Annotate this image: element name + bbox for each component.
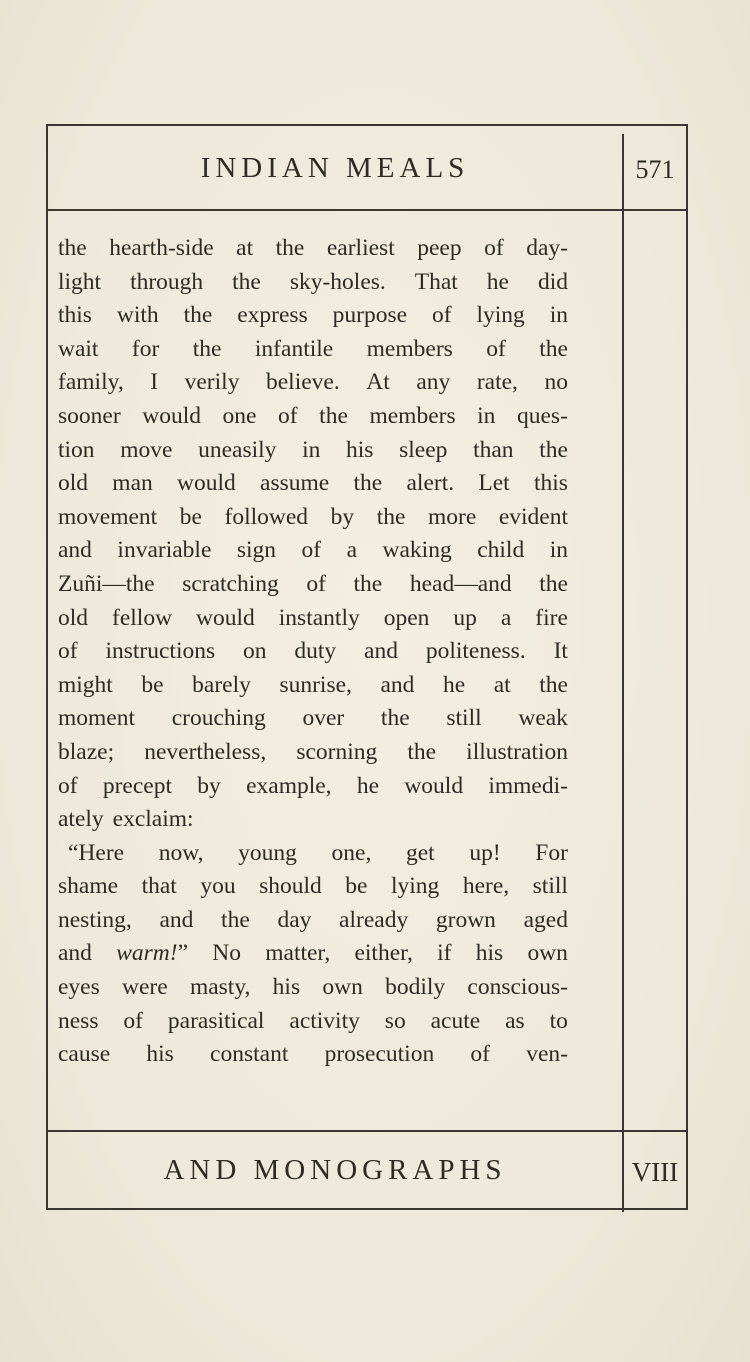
word: evident [498, 503, 568, 530]
word: own [527, 940, 568, 967]
page-frame [46, 124, 688, 1210]
word: head—and [409, 570, 512, 597]
word: of [278, 402, 298, 429]
text-line [58, 434, 568, 468]
page-number: 571 [635, 155, 675, 184]
word: for [131, 335, 160, 362]
word: on [243, 638, 267, 665]
word: he [442, 671, 466, 698]
word: the [380, 705, 410, 732]
word: light [58, 268, 102, 295]
word: his [272, 974, 301, 1001]
word: own [322, 974, 363, 1001]
word: the [192, 335, 222, 362]
word: alert. [406, 470, 455, 497]
word: and [159, 906, 194, 933]
word: and [58, 940, 92, 967]
word: would [177, 470, 236, 497]
word: either, [354, 940, 413, 967]
word: moment [58, 705, 136, 732]
word: sunrise, [279, 671, 352, 698]
word: conscious- [467, 974, 568, 1001]
word: in [549, 302, 568, 329]
word: members [369, 402, 456, 429]
word: a [500, 604, 512, 631]
word: assume [260, 470, 330, 497]
word: uneasily [198, 436, 277, 463]
word: invariable [117, 537, 212, 564]
word: of [484, 235, 504, 261]
word: be [141, 671, 164, 698]
word: the [407, 738, 437, 765]
text-line [58, 870, 568, 904]
word: hearth-side [109, 235, 214, 261]
word: a [346, 537, 358, 564]
text-line [58, 669, 568, 703]
word: acute [430, 1007, 481, 1034]
word: through [130, 268, 204, 295]
word: wait [58, 335, 99, 362]
word: movement [58, 503, 158, 530]
word: weak [518, 705, 568, 732]
word: than [473, 436, 514, 463]
word: in [302, 436, 321, 463]
text-line [58, 904, 568, 938]
word: believe. [266, 369, 340, 396]
text-line [58, 400, 568, 434]
word: politeness. [425, 638, 526, 665]
word: peep [417, 235, 462, 261]
footer-rule [48, 1130, 686, 1132]
word: lying [391, 873, 440, 900]
word: man [112, 470, 153, 497]
word: purpose [332, 302, 408, 329]
word: up [453, 604, 477, 631]
word: of [301, 537, 322, 564]
word: be [345, 873, 368, 900]
word: of [486, 335, 506, 362]
word: the [232, 268, 261, 295]
word: more [427, 503, 477, 530]
word: masty, [189, 974, 251, 1001]
word: did [537, 268, 568, 295]
word: rate, [476, 369, 518, 396]
word: the [539, 671, 568, 698]
word: matter, [265, 940, 331, 967]
word: day [277, 906, 312, 933]
text-line [58, 568, 568, 602]
text-line [58, 736, 568, 770]
word: move [120, 436, 173, 463]
running-head-title: INDIAN MEALS [200, 152, 470, 184]
word: were [122, 974, 168, 1001]
word: that [141, 873, 177, 900]
word: constant [210, 1041, 289, 1068]
word: the [539, 335, 568, 362]
word: barely [192, 671, 251, 698]
word: aged [523, 906, 568, 933]
word: duty [294, 638, 337, 665]
word: the [275, 235, 305, 261]
word: of [306, 570, 326, 597]
text-line [58, 266, 568, 300]
word: if [437, 940, 452, 967]
word: should [259, 873, 322, 900]
word: you [200, 873, 236, 900]
text-line [58, 971, 568, 1005]
body-text [58, 232, 568, 1072]
word: scorning [296, 738, 378, 765]
word: at [236, 235, 254, 261]
word: earliest [326, 235, 395, 261]
word: followed [224, 503, 309, 530]
word: parasitical [167, 1007, 265, 1034]
word: old [58, 604, 89, 631]
word: any [416, 369, 451, 396]
word: sign [236, 537, 277, 564]
word: family, [58, 369, 124, 396]
header-rule [48, 209, 686, 211]
word: here, [462, 873, 510, 900]
word: the [183, 302, 213, 329]
word: young [238, 839, 297, 866]
word: express [237, 302, 308, 329]
volume-number: VIII [631, 1157, 679, 1187]
word: crouching [171, 705, 266, 732]
word: of [58, 638, 78, 665]
word: still [532, 873, 568, 900]
word: of [123, 1007, 143, 1034]
column-divider [622, 134, 624, 1212]
word: still [446, 705, 482, 732]
word: immedi- [488, 772, 568, 799]
word: tion [58, 436, 95, 463]
word: the [353, 570, 383, 597]
text-line [58, 803, 568, 837]
word: by [330, 503, 355, 530]
word: be [179, 503, 202, 530]
word: Let [478, 470, 510, 497]
word: by [197, 772, 221, 799]
word: get [405, 839, 435, 866]
word: up! [469, 839, 501, 866]
word: and [364, 638, 398, 665]
word: would [142, 402, 201, 429]
word: scratching [182, 570, 279, 597]
text-line [58, 635, 568, 669]
word: waking [382, 537, 452, 564]
word: sky-holes. [289, 268, 386, 295]
word: so [384, 1007, 406, 1034]
word: this [533, 470, 568, 497]
word: of [431, 302, 452, 329]
text-line [58, 299, 568, 333]
word: with [116, 302, 159, 329]
running-foot-title: AND MONOGRAPHS [163, 1154, 507, 1186]
word: members [366, 335, 453, 362]
word: in [477, 402, 496, 429]
word: activity [289, 1007, 360, 1034]
word: no [544, 369, 568, 396]
word: would [404, 772, 464, 799]
word: nevertheless, [144, 738, 267, 765]
text-line [58, 467, 568, 501]
word: illustration [466, 738, 568, 765]
text-line [58, 366, 568, 400]
word: bodily [385, 974, 446, 1001]
word: No [212, 940, 241, 967]
word: “Here [68, 839, 125, 866]
word: child [477, 537, 525, 564]
word: and [58, 537, 92, 564]
word: ately [58, 806, 104, 833]
text-line [58, 1005, 568, 1039]
text-line [58, 702, 568, 736]
word: fellow [112, 604, 173, 631]
text-line [58, 770, 568, 804]
text-line [58, 534, 568, 568]
word: the [58, 235, 87, 261]
word: the [319, 402, 348, 429]
word: to [549, 1007, 568, 1034]
word: his [346, 436, 374, 463]
word: already [339, 906, 409, 933]
word: of [470, 1041, 490, 1068]
word: sleep [399, 436, 448, 463]
word: infantile [254, 335, 334, 362]
word: prosecution [324, 1041, 435, 1068]
word: his [146, 1041, 174, 1068]
word: this [58, 302, 92, 329]
word: That [414, 268, 458, 295]
word: would [196, 604, 255, 631]
word: Zuñi—the [58, 570, 155, 597]
word: one [222, 402, 257, 429]
text-line [58, 1038, 568, 1072]
word: the [221, 906, 250, 933]
word: the [539, 570, 568, 597]
word: At [366, 369, 390, 396]
word: instructions [105, 638, 216, 665]
word: fire [535, 604, 568, 631]
word: grown [435, 906, 496, 933]
word: in [549, 537, 568, 564]
word: his [475, 940, 504, 967]
word: over [302, 705, 345, 732]
text-line [58, 602, 568, 636]
word: the [353, 470, 383, 497]
word: eyes [58, 974, 100, 1001]
word: precept [102, 772, 173, 799]
word: verily [184, 369, 240, 396]
word: and [380, 671, 415, 698]
word: For [535, 839, 568, 866]
word: I [150, 369, 159, 396]
word: warm!” [116, 940, 188, 967]
text-line [58, 937, 568, 971]
word: now, [158, 839, 204, 866]
text-line [58, 501, 568, 535]
text-line [58, 837, 568, 871]
text-line [58, 232, 568, 266]
word: might [58, 671, 113, 698]
word: lying [476, 302, 525, 329]
word: day- [526, 235, 568, 261]
word: one, [331, 839, 372, 866]
word: at [493, 671, 511, 698]
word: he [486, 268, 509, 295]
text-line [58, 333, 568, 367]
word: open [383, 604, 430, 631]
word: example, [246, 772, 332, 799]
word: nesting, [58, 906, 132, 933]
word: sooner [58, 402, 121, 429]
word: instantly [278, 604, 360, 631]
word: as [505, 1007, 525, 1034]
word: he [356, 772, 380, 799]
word: the [376, 503, 406, 530]
word: It [553, 638, 568, 665]
word: of [58, 772, 78, 799]
word: ven- [526, 1041, 568, 1068]
word: blaze; [58, 738, 115, 765]
word: ques- [517, 402, 568, 429]
word: the [539, 436, 568, 463]
word: cause [58, 1041, 111, 1068]
word: old [58, 470, 89, 497]
word: exclaim: [112, 806, 194, 833]
word: ness [58, 1007, 99, 1034]
word: shame [58, 873, 119, 900]
